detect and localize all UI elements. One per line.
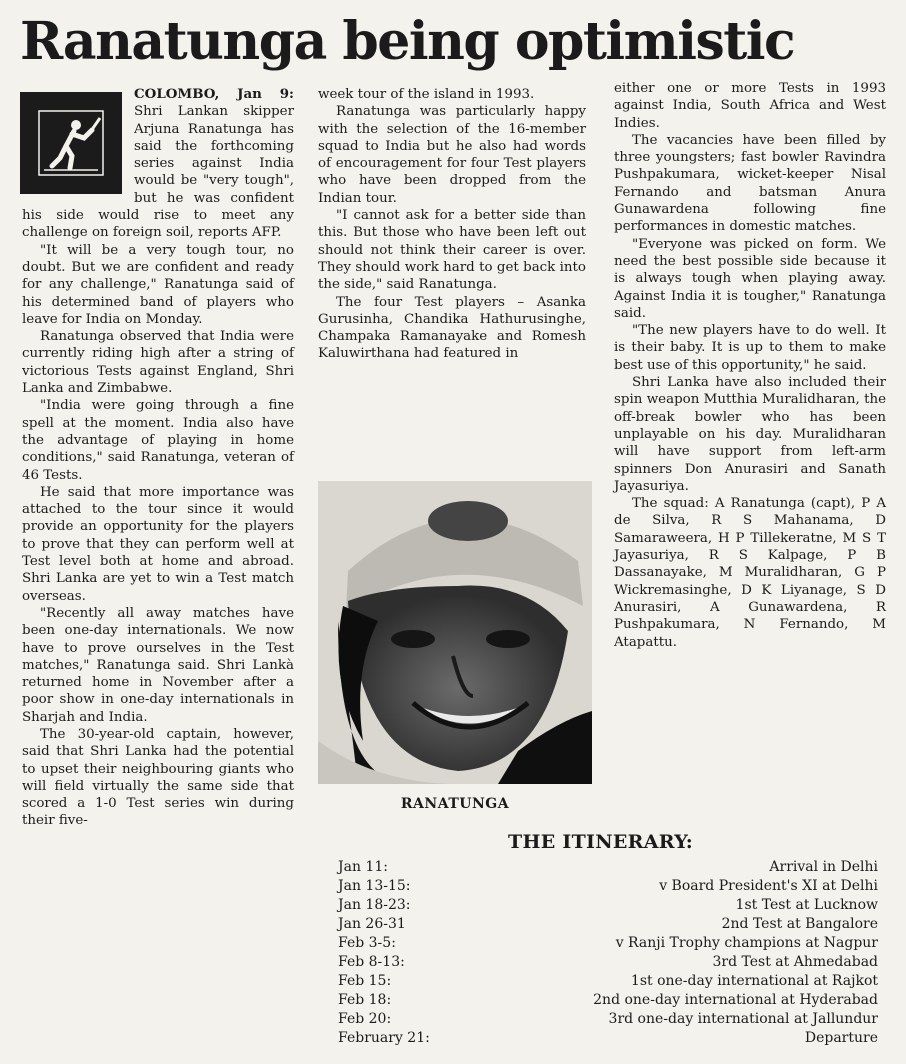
itinerary-date: Jan 13-15: <box>338 878 411 894</box>
paragraph: The four Test players – Asanka Gurusinha, Chandika Hathurusinghe, Champaka Ramanayake and Romesh Kaluwirthana had featured in <box>318 294 586 362</box>
itinerary-row <box>338 858 878 877</box>
paragraph: He said that more importance was attached to the tour since it would provide an opportunity for the players to prove that they can perform well at Test level both at home and abroad. Shri Lanka are yet to win a Test match overseas. <box>22 484 294 604</box>
itinerary-table <box>338 858 878 1048</box>
itinerary-event: 2nd Test at Bangalore <box>721 916 878 932</box>
itinerary-row <box>338 915 878 934</box>
paragraph: "It will be a very tough tour, no doubt. But we are confident and ready for any challenge," Ranatunga said of his determined band of players who leave for India on Monday. <box>22 242 294 327</box>
itinerary-event: 3rd one-day international at Jallundur <box>608 1011 878 1027</box>
headline: Ranatunga being optimistic <box>20 11 795 72</box>
paragraph: Shri Lanka have also included their spin weapon Mutthia Muralidharan, the off-break bowler who has been unplayable on his day. Muralidharan will have support from left-arm spinners Don Anurasiri and Sanath Jayasuriya. <box>614 375 886 494</box>
article-column-3 <box>614 80 886 651</box>
itinerary-date: Jan 26-31 <box>338 916 406 932</box>
itinerary-row <box>338 991 878 1010</box>
itinerary-row <box>338 877 878 896</box>
itinerary-event: v Ranji Trophy champions at Nagpur <box>615 935 878 951</box>
paragraph: "Recently all away matches have been one-day internationals. We now have to prove ourselves in the Test matches," Ranatunga said. Shri Lankà returned home in November after a poor show in one-day internationals in Sharjah and India. <box>22 605 294 725</box>
itinerary-row <box>338 934 878 953</box>
itinerary-event: 1st one-day international at Rajkot <box>630 973 878 989</box>
itinerary-date: Jan 18-23: <box>338 897 411 913</box>
cricket-batsman-icon <box>22 94 120 192</box>
paragraph: "I cannot ask for a better side than this. But those who have been left out should not think their career is over. They should work hard to get back into the side," said Ranatunga. <box>318 208 586 293</box>
itinerary-event: 2nd one-day international at Hyderabad <box>593 992 878 1008</box>
paragraph: Ranatunga observed that India were currently riding high after a string of victorious Tests against England, Shri Lanka and Zimbabwe. <box>22 329 294 397</box>
dateline: COLOMBO, Jan 9: <box>134 86 294 102</box>
paragraph: The 30-year-old captain, however, said that Shri Lanka had the potential to upset their neighbouring giants who will field virtually the same side that scored a 1-0 Test series win during their five- <box>22 726 294 829</box>
itinerary-date: Feb 18: <box>338 992 392 1008</box>
itinerary-row <box>338 1029 878 1048</box>
itinerary-row <box>338 972 878 991</box>
itinerary-event: 3rd Test at Ahmedabad <box>712 954 878 970</box>
itinerary-date: Feb 20: <box>338 1011 392 1027</box>
paragraph: week tour of the island in 1993. <box>318 87 535 102</box>
paragraph: "The new players have to do well. It is their baby. It is up to them to make best use of this opportunity," he said. <box>614 323 886 373</box>
itinerary-row <box>338 1010 878 1029</box>
itinerary-row <box>338 896 878 915</box>
itinerary-event: v Board President's XI at Delhi <box>659 878 878 894</box>
ranatunga-photo <box>318 481 592 784</box>
itinerary-date: Feb 15: <box>338 973 392 989</box>
article-column-1 <box>22 86 294 830</box>
itinerary-date: Feb 8-13: <box>338 954 405 970</box>
paragraph: COLOMBO, Jan 9: Shri Lankan skipper Arjuna Ranatunga has said the forthcoming series against India would be "very tough", but he was confident his side would rise to meet any challenge on foreign soil, reports AFP. <box>22 86 294 241</box>
paragraph: "India were going through a fine spell at the moment. India also have the advantage of playing in home conditions," said Ranatunga, veteran of 46 Tests. <box>22 398 294 483</box>
itinerary-event: 1st Test at Lucknow <box>735 897 878 913</box>
itinerary-event: Arrival in Delhi <box>769 859 878 875</box>
paragraph: "Everyone was picked on form. We need the best possible side because it is always tough when playing away. Against India it is tougher," Ranatunga said. <box>614 236 886 321</box>
paragraph: either one or more Tests in 1993 against India, South Africa and West Indies. <box>614 81 886 131</box>
photo-caption: RANATUNGA <box>400 796 510 812</box>
paragraph: The vacancies have been filled by three youngsters; fast bowler Ravindra Pushpakumara, wicket-keeper Nisal Fernando and batsman Anura Gunawardena following fine performances in domestic matches. <box>614 132 886 235</box>
paragraph: The squad: A Ranatunga (capt), P A de Silva, R S Mahanama, D Samaraweera, H P Tillekeratne, M S T Jayasuriya, R S Kalpage, P B Dassanayake, M Muralidharan, G P Wickremasinghe, D K Liyanage, S D Anurasiri, A Gunawardena, R Pushpakumara, N Fernando, M Atapattu. <box>614 496 886 650</box>
itinerary-date: Feb 3-5: <box>338 935 396 951</box>
itinerary-title: THE ITINERARY: <box>508 831 694 853</box>
article-column-2 <box>318 86 586 363</box>
itinerary-date: February 21: <box>338 1030 430 1046</box>
itinerary-date: Jan 11: <box>338 859 388 875</box>
itinerary-row <box>338 953 878 972</box>
paragraph: Ranatunga was particularly happy with the selection of the 16-member squad to India but he also had words of encouragement for four Test players who have been dropped from the Indian tour. <box>318 104 586 206</box>
itinerary-event: Departure <box>804 1030 878 1046</box>
